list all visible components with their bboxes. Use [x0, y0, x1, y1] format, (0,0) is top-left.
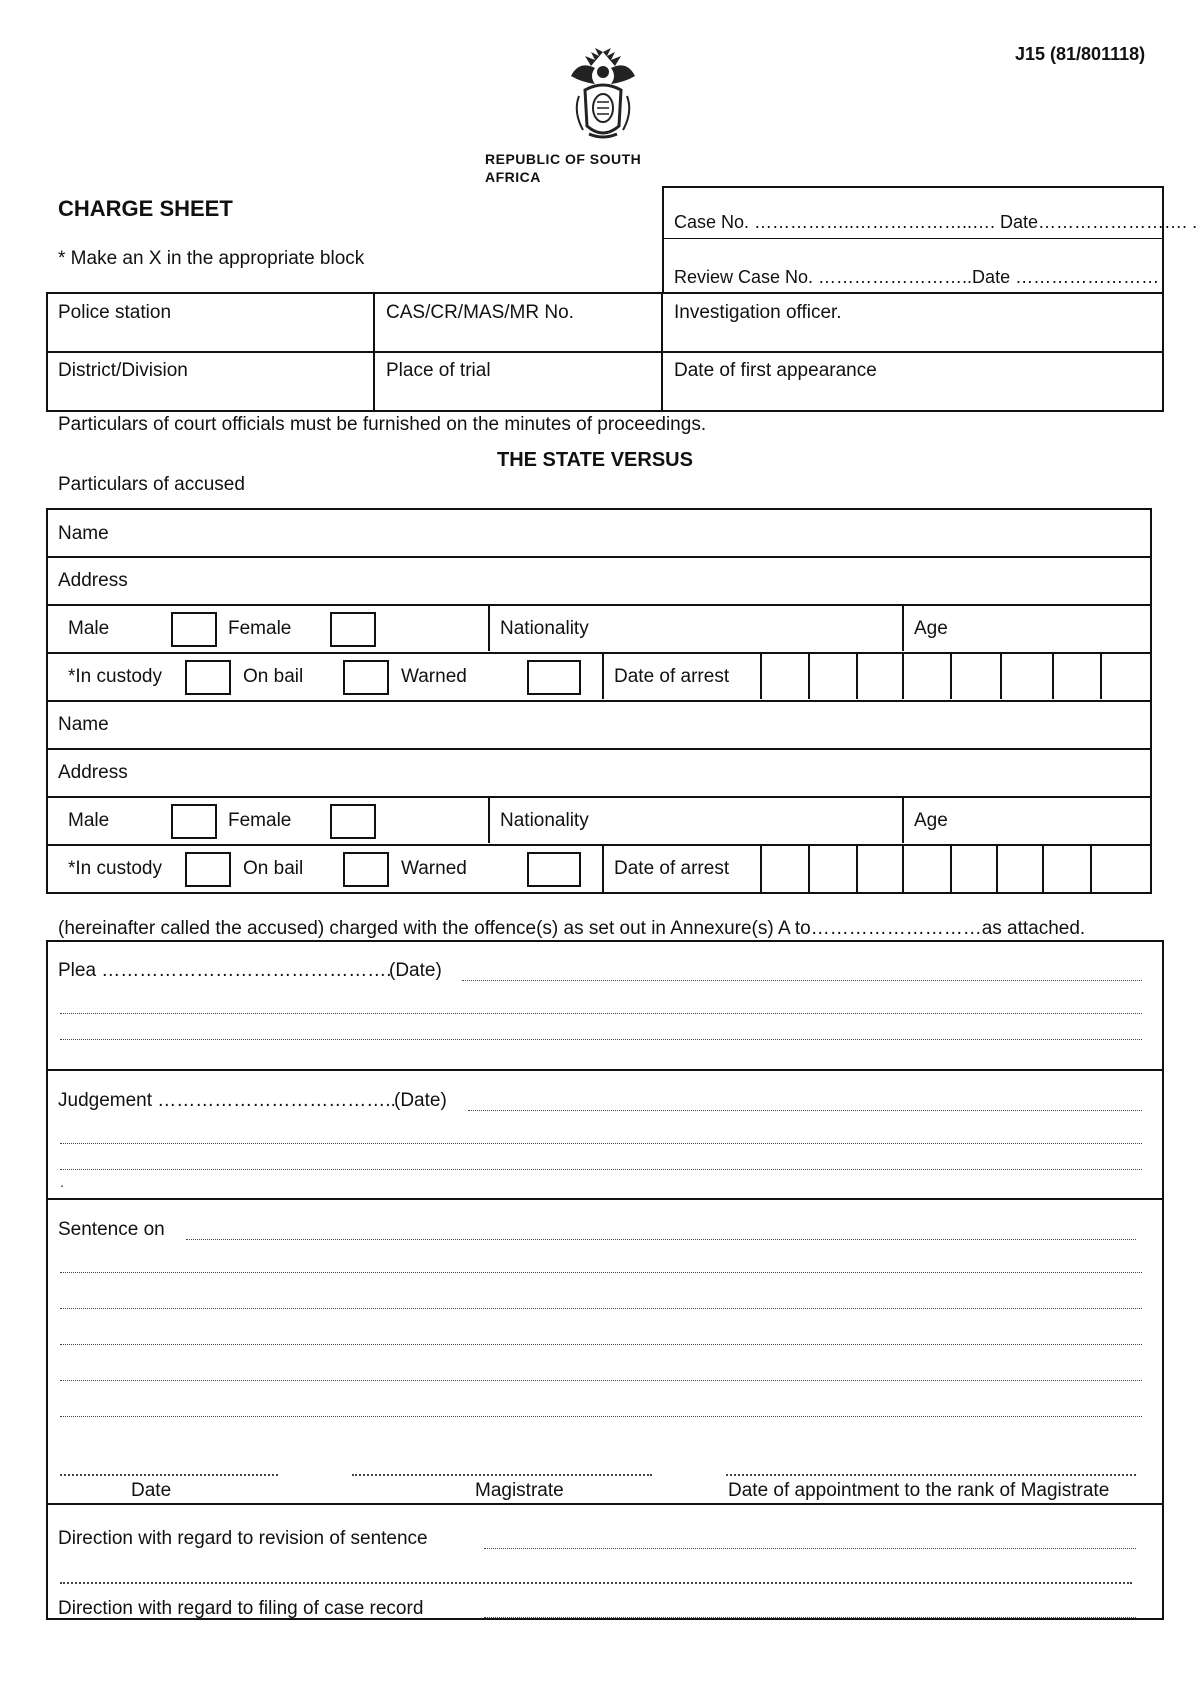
- accused-1-male-checkbox[interactable]: [171, 612, 217, 647]
- sentence-line[interactable]: [60, 1344, 1142, 1345]
- accused-1-warned-checkbox[interactable]: [527, 660, 581, 695]
- accused-row-line: [47, 604, 1151, 606]
- accused-1-in-custody-label: *In custody: [68, 666, 162, 687]
- accused-1-male-label: Male: [68, 618, 110, 639]
- page-title: CHARGE SHEET: [58, 196, 233, 221]
- accused-1-arrest-divider: [602, 653, 604, 699]
- first-appearance-field[interactable]: Date of first appearance: [674, 360, 877, 381]
- magistrate-signature-line[interactable]: [352, 1474, 652, 1476]
- accused-2-warned-label: Warned: [401, 858, 467, 879]
- accused-1-address-field[interactable]: Address: [58, 570, 128, 591]
- grid-col-divider-1: [373, 293, 375, 411]
- accused-2-date-cell[interactable]: [760, 845, 762, 893]
- accused-row-line: [47, 652, 1151, 654]
- accused-1-date-cell[interactable]: [1000, 653, 1002, 699]
- accused-2-nationality-divider: [488, 797, 490, 843]
- charged-statement: (hereinafter called the accused) charged with the offence(s) as set out in Annexure(s) A to………………………as attached.: [58, 918, 1086, 939]
- accused-2-age-divider: [902, 797, 904, 843]
- accused-1-age-field[interactable]: Age: [914, 618, 948, 639]
- appointment-date-line[interactable]: [726, 1474, 1136, 1476]
- grid-row-divider: [47, 351, 1163, 353]
- accused-row-line: [47, 748, 1151, 750]
- case-box-divider: [663, 238, 1163, 239]
- investigation-officer-field[interactable]: Investigation officer.: [674, 302, 842, 323]
- sentence-on-line[interactable]: [186, 1239, 1136, 1240]
- review-case-no-field[interactable]: Review Case No. ……………………..Date ……………………: [674, 267, 1160, 287]
- judgement-line[interactable]: [60, 1143, 1142, 1144]
- form-code: J15 (81/801118): [1015, 44, 1146, 64]
- accused-1-date-cell[interactable]: [1100, 653, 1102, 699]
- proceedings-divider: [47, 1069, 1163, 1071]
- plea-date-line[interactable]: [462, 980, 1142, 981]
- accused-2-age-field[interactable]: Age: [914, 810, 948, 831]
- particulars-label: Particulars of accused: [58, 474, 245, 495]
- proceedings-divider: [47, 1503, 1163, 1505]
- state-versus-heading: THE STATE VERSUS: [497, 449, 693, 471]
- accused-1-on-bail-label: On bail: [243, 666, 304, 687]
- accused-row-line: [47, 796, 1151, 798]
- accused-row-line: [47, 556, 1151, 558]
- case-no-field[interactable]: Case No. ……………..………………..…. Date……………………. .: [674, 212, 1198, 232]
- plea-date-label: (Date): [389, 960, 442, 981]
- accused-2-nationality-field[interactable]: Nationality: [500, 810, 589, 831]
- accused-2-on-bail-label: On bail: [243, 858, 304, 879]
- accused-1-age-divider: [902, 605, 904, 651]
- sentence-label[interactable]: Sentence on: [58, 1219, 165, 1240]
- accused-2-address-field[interactable]: Address: [58, 762, 128, 783]
- accused-1-nationality-field[interactable]: Nationality: [500, 618, 589, 639]
- judgement-date-line[interactable]: [468, 1110, 1142, 1111]
- sentence-line[interactable]: [60, 1416, 1142, 1417]
- magistrate-label: Magistrate: [475, 1480, 564, 1501]
- accused-1-in-custody-checkbox[interactable]: [185, 660, 231, 695]
- revision-direction-label: Direction with regard to revision of sentence: [58, 1528, 428, 1549]
- grid-col-divider-2: [661, 293, 663, 411]
- plea-line[interactable]: [60, 1013, 1142, 1014]
- sentence-date-label: Date: [131, 1480, 172, 1501]
- accused-1-warned-label: Warned: [401, 666, 467, 687]
- court-officials-note: Particulars of court officials must be furnished on the minutes of proceedings.: [58, 414, 707, 435]
- cas-no-field[interactable]: CAS/CR/MAS/MR No.: [386, 302, 574, 323]
- accused-2-date-cell[interactable]: [950, 845, 952, 893]
- accused-1-date-cell[interactable]: [808, 653, 810, 699]
- accused-2-date-cell[interactable]: [1090, 845, 1092, 893]
- sentence-date-signature-line[interactable]: [60, 1474, 278, 1476]
- instruction-text: * Make an X in the appropriate block: [58, 248, 365, 269]
- plea-line[interactable]: [60, 1039, 1142, 1040]
- place-of-trial-field[interactable]: Place of trial: [386, 360, 491, 381]
- accused-2-date-cell[interactable]: [902, 845, 904, 893]
- accused-1-nationality-divider: [488, 605, 490, 651]
- accused-2-date-cell[interactable]: [808, 845, 810, 893]
- accused-2-male-label: Male: [68, 810, 110, 831]
- accused-1-date-of-arrest-label: Date of arrest: [614, 666, 730, 687]
- revision-direction-line[interactable]: [484, 1548, 1136, 1549]
- accused-2-female-checkbox[interactable]: [330, 804, 376, 839]
- accused-2-date-cell[interactable]: [996, 845, 998, 893]
- revision-direction-line-2[interactable]: [60, 1582, 1132, 1584]
- sentence-line[interactable]: [60, 1272, 1142, 1273]
- judgement-stray-dot: .: [60, 1174, 64, 1190]
- district-field[interactable]: District/Division: [58, 360, 188, 381]
- accused-2-female-label: Female: [228, 810, 292, 831]
- sentence-line[interactable]: [60, 1380, 1142, 1381]
- filing-direction-label: Direction with regard to filing of case record: [58, 1598, 424, 1619]
- accused-row-line: [47, 844, 1151, 846]
- accused-1-date-cell[interactable]: [902, 653, 904, 699]
- judgement-label[interactable]: Judgement ………………………………..: [58, 1090, 396, 1111]
- sentence-line[interactable]: [60, 1308, 1142, 1309]
- appointment-label: Date of appointment to the rank of Magistrate: [728, 1480, 1110, 1501]
- accused-1-on-bail-checkbox[interactable]: [343, 660, 389, 695]
- accused-2-male-checkbox[interactable]: [171, 804, 217, 839]
- plea-label[interactable]: Plea ……………………………………….: [58, 960, 392, 981]
- police-station-field[interactable]: Police station: [58, 302, 172, 323]
- accused-2-date-cell[interactable]: [856, 845, 858, 893]
- accused-2-date-cell[interactable]: [1042, 845, 1044, 893]
- accused-2-in-custody-label: *In custody: [68, 858, 162, 879]
- judgement-line[interactable]: [60, 1169, 1142, 1170]
- accused-2-date-of-arrest-label: Date of arrest: [614, 858, 730, 879]
- accused-1-date-cell[interactable]: [856, 653, 858, 699]
- accused-2-name-field[interactable]: Name: [58, 714, 109, 735]
- accused-1-date-cell[interactable]: [760, 653, 762, 699]
- accused-2-arrest-divider: [602, 845, 604, 893]
- accused-1-date-cell[interactable]: [1052, 653, 1054, 699]
- filing-direction-line[interactable]: [484, 1617, 1136, 1618]
- accused-1-date-cell[interactable]: [950, 653, 952, 699]
- accused-2-warned-checkbox[interactable]: [527, 852, 581, 887]
- judgement-date-label: (Date): [394, 1090, 447, 1111]
- accused-1-female-checkbox[interactable]: [330, 612, 376, 647]
- accused-2-in-custody-checkbox[interactable]: [185, 852, 231, 887]
- coat-of-arms-icon: [565, 46, 641, 142]
- accused-2-on-bail-checkbox[interactable]: [343, 852, 389, 887]
- accused-row-line: [47, 700, 1151, 702]
- accused-1-female-label: Female: [228, 618, 292, 639]
- proceedings-box: [46, 940, 1164, 1620]
- accused-1-name-field[interactable]: Name: [58, 523, 109, 544]
- proceedings-divider: [47, 1198, 1163, 1200]
- coat-of-arms-graphic: [565, 46, 641, 142]
- country-name: REPUBLIC OF SOUTH AFRICA: [485, 151, 642, 185]
